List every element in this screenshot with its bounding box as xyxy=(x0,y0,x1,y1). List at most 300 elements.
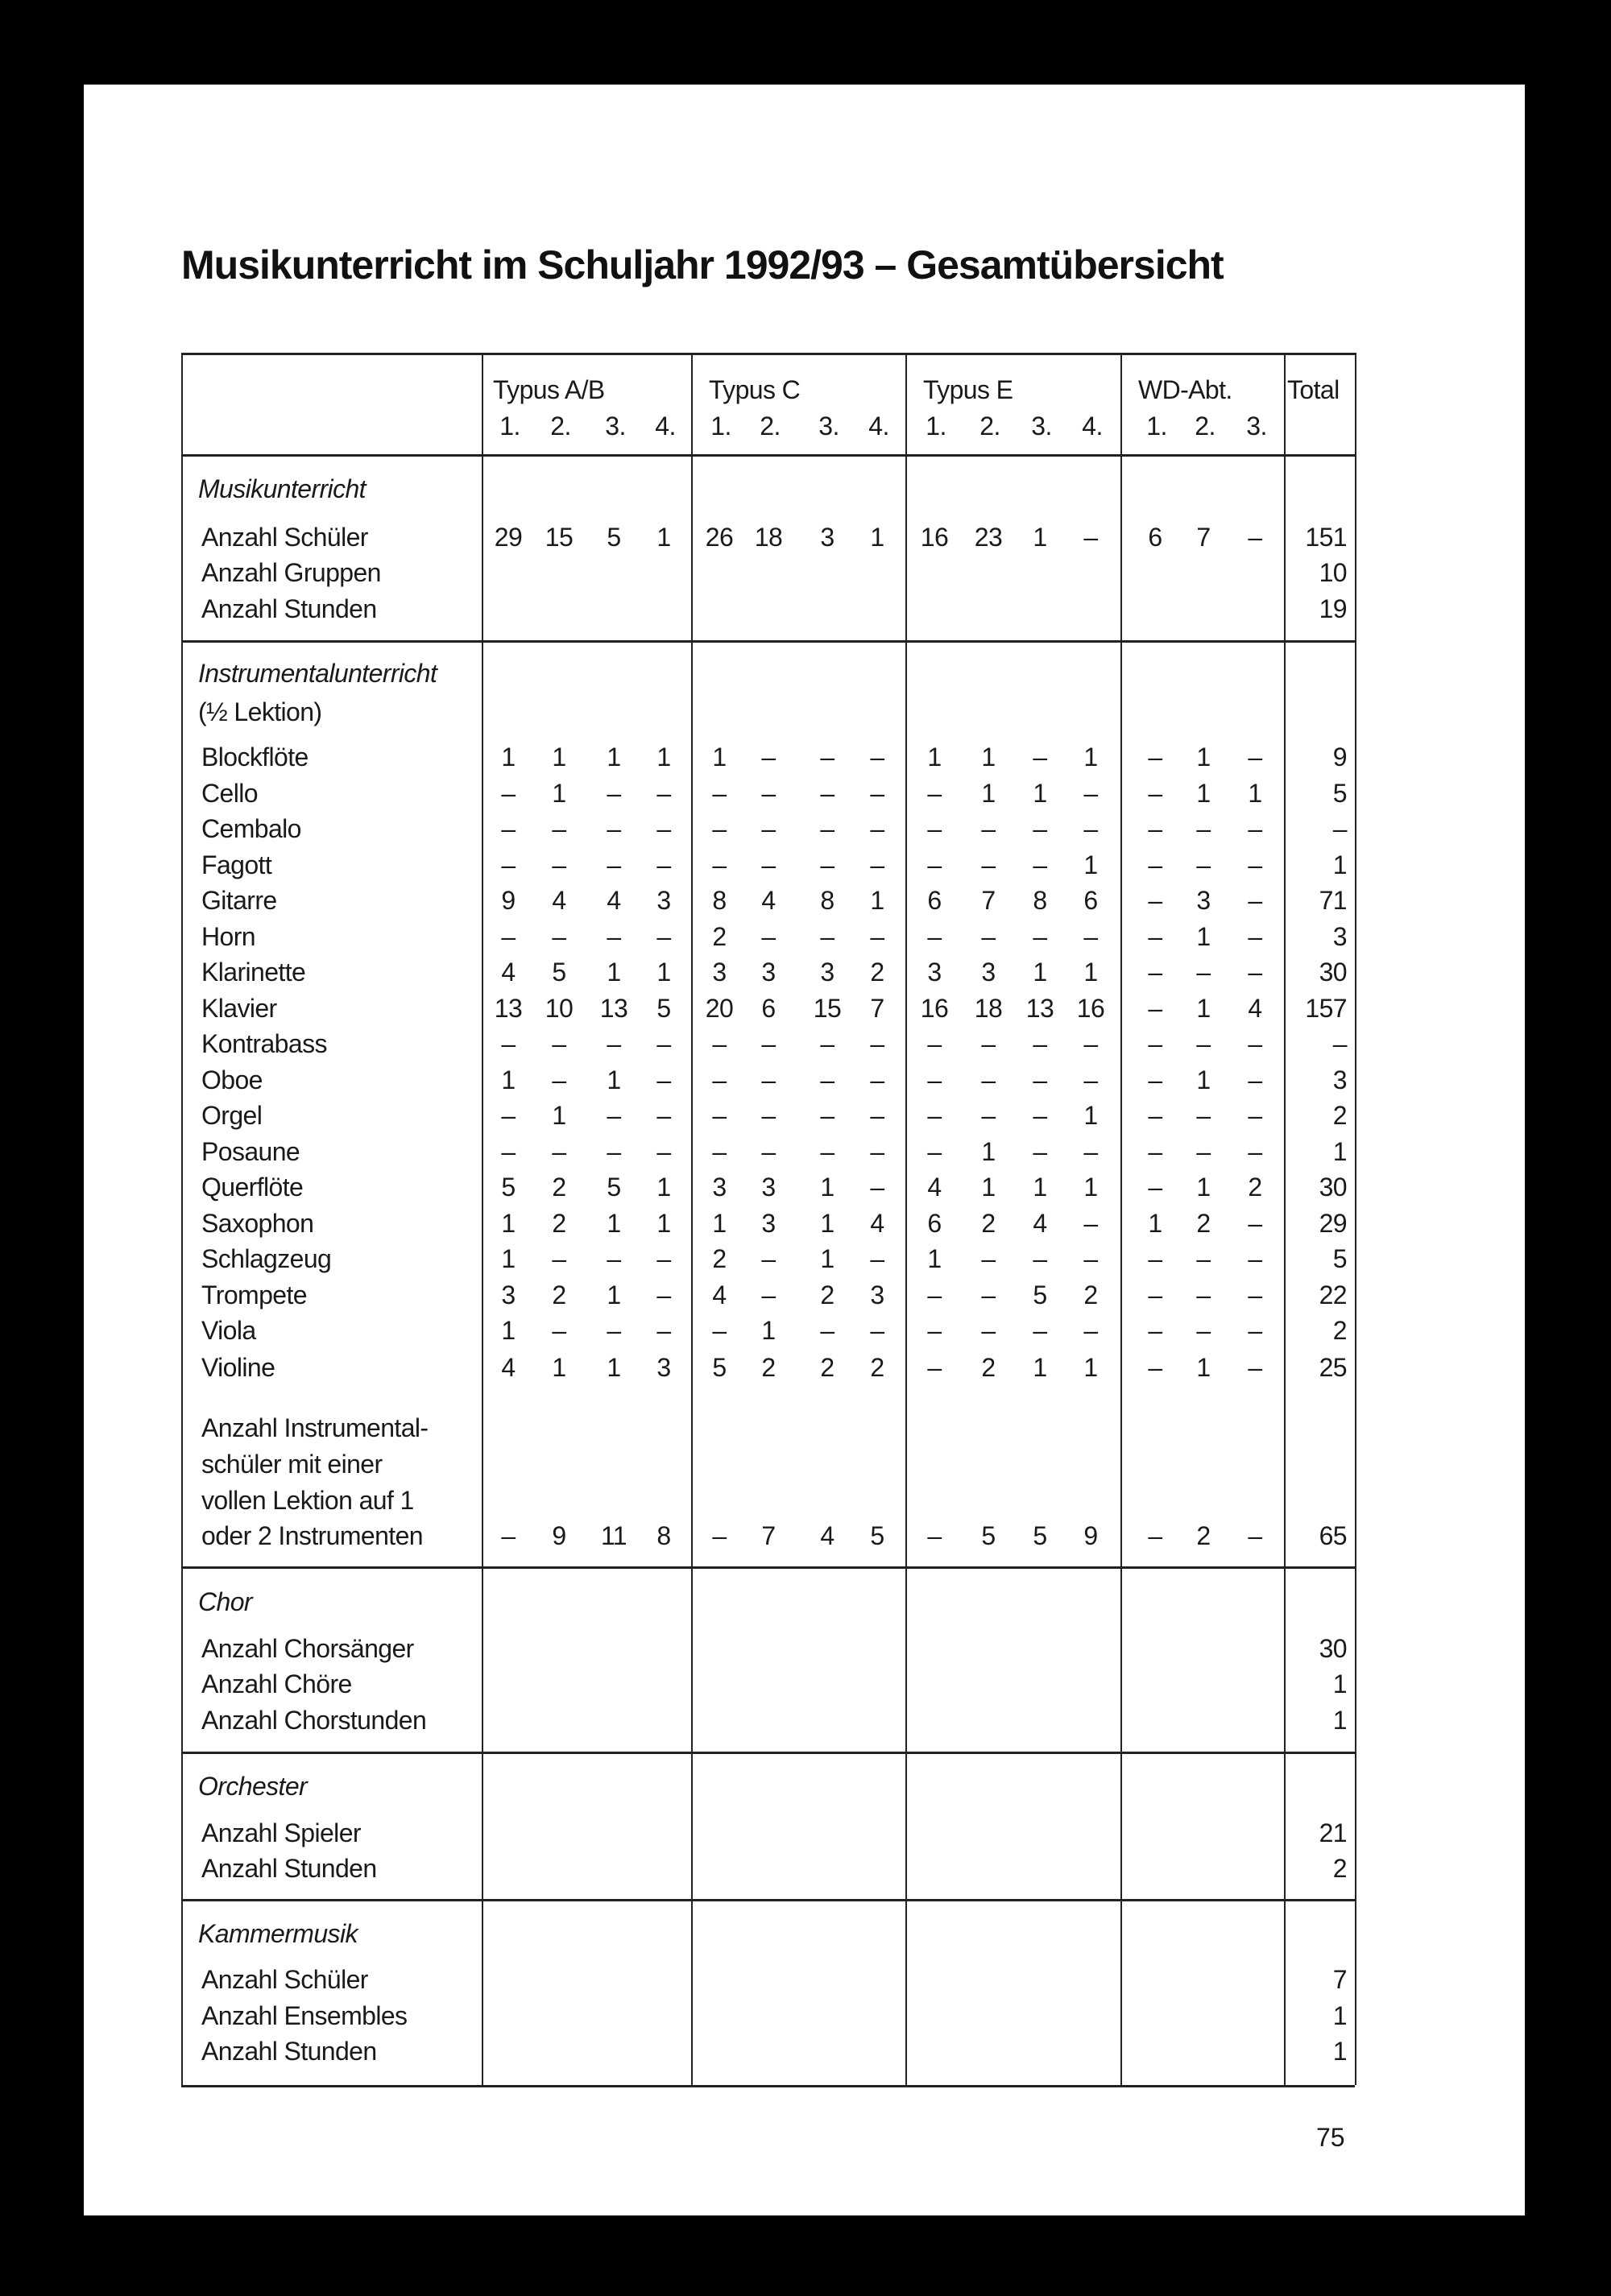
cell-value: 1 xyxy=(656,1173,671,1202)
cell-value: – xyxy=(927,1280,942,1309)
cell-value: 3 xyxy=(870,1280,884,1309)
cell-value: – xyxy=(820,1137,834,1166)
horizontal-rule xyxy=(181,454,1355,457)
row-label: Anzahl Gruppen xyxy=(201,558,381,587)
cell-value: 1 xyxy=(501,1244,516,1273)
cell-value: 3 xyxy=(820,958,834,987)
horizontal-rule xyxy=(181,1899,1355,1901)
cell-value: – xyxy=(927,1029,942,1058)
cell-value: 4 xyxy=(1033,1209,1047,1238)
cell-value: – xyxy=(1248,1244,1262,1273)
cell-value: 8 xyxy=(820,886,834,915)
cell-value: – xyxy=(981,922,996,951)
cell-value: – xyxy=(712,1137,727,1166)
cell-value: – xyxy=(552,850,566,879)
cell-value: – xyxy=(870,779,884,808)
cell-value: – xyxy=(1083,922,1098,951)
cell-value: – xyxy=(927,779,942,808)
cell-value: – xyxy=(761,1101,776,1130)
cell-value: 1 xyxy=(1196,994,1211,1023)
cell-value: – xyxy=(1083,1029,1098,1058)
subcolumn-header: 2. xyxy=(979,412,1000,441)
cell-value: – xyxy=(820,743,834,772)
cell-value: 8 xyxy=(656,1521,671,1550)
cell-value: – xyxy=(712,1521,727,1550)
cell-value: 1 xyxy=(501,1209,516,1238)
row-label: Posaune xyxy=(201,1137,300,1166)
cell-value: – xyxy=(712,1065,727,1094)
cell-value: 1 xyxy=(927,743,942,772)
cell-value: – xyxy=(1148,1101,1162,1130)
cell-value: – xyxy=(552,1137,566,1166)
cell-value: 1 xyxy=(820,1173,834,1202)
cell-value: 5 xyxy=(607,523,621,552)
cell-value: 5 xyxy=(656,994,671,1023)
cell-value: – xyxy=(607,1029,621,1058)
cell-value: – xyxy=(820,1316,834,1345)
cell-value: – xyxy=(1083,779,1098,808)
cell-value: 15 xyxy=(545,523,574,552)
cell-value: – xyxy=(1148,743,1162,772)
cell-value: – xyxy=(607,1137,621,1166)
cell-value: – xyxy=(552,1065,566,1094)
row-label: Anzahl Spieler xyxy=(201,1818,361,1847)
cell-value: 3 xyxy=(656,1353,671,1382)
cell-value: 2 xyxy=(981,1353,996,1382)
cell-value: – xyxy=(501,922,516,951)
cell-value: 2 xyxy=(1083,1280,1098,1309)
row-total: 29 xyxy=(1319,1209,1347,1238)
row-label: Klavier xyxy=(201,994,277,1023)
cell-value: 1 xyxy=(656,743,671,772)
cell-value: – xyxy=(981,1316,996,1345)
row-total: 21 xyxy=(1319,1818,1347,1847)
horizontal-rule xyxy=(181,640,1355,643)
cell-value: – xyxy=(820,1029,834,1058)
cell-value: – xyxy=(1248,1029,1262,1058)
cell-value: – xyxy=(1033,743,1047,772)
cell-value: – xyxy=(1248,1209,1262,1238)
cell-value: 1 xyxy=(981,779,996,808)
cell-value: – xyxy=(1148,994,1162,1023)
cell-value: 1 xyxy=(656,1209,671,1238)
page-title: Musikunterricht im Schuljahr 1992/93 – Gesamtübersicht xyxy=(181,242,1224,288)
cell-value: – xyxy=(1148,1244,1162,1273)
cell-value: – xyxy=(656,1101,671,1130)
cell-value: 4 xyxy=(1248,994,1262,1023)
cell-value: 5 xyxy=(1033,1280,1047,1309)
row-total: 9 xyxy=(1332,743,1347,772)
cell-value: 1 xyxy=(1083,743,1098,772)
cell-value: – xyxy=(1196,958,1211,987)
cell-value: – xyxy=(656,1137,671,1166)
cell-value: 4 xyxy=(607,886,621,915)
horizontal-rule xyxy=(181,1752,1355,1754)
subcolumn-header: 2. xyxy=(1195,412,1215,441)
cell-value: 1 xyxy=(1196,922,1211,951)
subcolumn-header: 2. xyxy=(760,412,781,441)
cell-value: – xyxy=(1148,779,1162,808)
row-total: 5 xyxy=(1332,779,1347,808)
subcolumn-header: 1. xyxy=(710,412,731,441)
cell-value: 2 xyxy=(1196,1209,1211,1238)
row-label: Fagott xyxy=(201,850,272,879)
cell-value: 6 xyxy=(927,886,942,915)
cell-value: 2 xyxy=(1248,1173,1262,1202)
cell-value: – xyxy=(607,850,621,879)
cell-value: – xyxy=(1148,922,1162,951)
vertical-rule xyxy=(1355,353,1356,2085)
row-label: Viola xyxy=(201,1316,256,1345)
horizontal-rule xyxy=(181,1566,1355,1569)
cell-value: – xyxy=(1033,1137,1047,1166)
cell-value: – xyxy=(1148,1137,1162,1166)
cell-value: – xyxy=(1148,886,1162,915)
cell-value: – xyxy=(712,1316,727,1345)
cell-value: 1 xyxy=(927,1244,942,1273)
cell-value: 2 xyxy=(981,1209,996,1238)
cell-value: 29 xyxy=(494,523,523,552)
cell-value: – xyxy=(870,1137,884,1166)
cell-value: 1 xyxy=(552,1101,566,1130)
row-total: 30 xyxy=(1319,1173,1347,1202)
row-label: Anzahl Stunden xyxy=(201,1854,377,1883)
cell-value: 1 xyxy=(1083,958,1098,987)
row-total: – xyxy=(1332,1029,1347,1058)
cell-value: – xyxy=(870,1029,884,1058)
cell-value: 3 xyxy=(761,1209,776,1238)
cell-value: – xyxy=(501,1029,516,1058)
total-header: Total xyxy=(1287,375,1340,404)
cell-value: 3 xyxy=(712,958,727,987)
cell-value: 2 xyxy=(712,922,727,951)
cell-value: – xyxy=(1196,850,1211,879)
cell-value: 1 xyxy=(820,1244,834,1273)
cell-value: – xyxy=(656,1280,671,1309)
cell-value: – xyxy=(1248,1065,1262,1094)
cell-value: 16 xyxy=(920,523,949,552)
cell-value: – xyxy=(981,1244,996,1273)
cell-value: 1 xyxy=(656,523,671,552)
cell-value: – xyxy=(712,1029,727,1058)
cell-value: – xyxy=(870,814,884,843)
cell-value: – xyxy=(1083,814,1098,843)
cell-value: – xyxy=(552,1316,566,1345)
cell-value: – xyxy=(607,1244,621,1273)
cell-value: – xyxy=(656,1316,671,1345)
cell-value: 1 xyxy=(607,1280,621,1309)
cell-value: – xyxy=(1148,814,1162,843)
cell-value: – xyxy=(927,922,942,951)
cell-value: – xyxy=(761,1244,776,1273)
cell-value: – xyxy=(1033,1316,1047,1345)
row-total: 151 xyxy=(1305,523,1347,552)
cell-value: – xyxy=(1033,1065,1047,1094)
cell-value: 1 xyxy=(981,1173,996,1202)
row-total: 2 xyxy=(1332,1101,1347,1130)
cell-value: 1 xyxy=(1033,779,1047,808)
row-label: Cembalo xyxy=(201,814,301,843)
cell-value: 11 xyxy=(600,1521,627,1550)
vertical-rule xyxy=(181,353,183,2085)
cell-value: 1 xyxy=(552,779,566,808)
cell-value: – xyxy=(1083,1065,1098,1094)
cell-value: – xyxy=(927,850,942,879)
row-total: 2 xyxy=(1332,1316,1347,1345)
cell-value: 7 xyxy=(1196,523,1211,552)
cell-value: – xyxy=(870,922,884,951)
cell-value: 3 xyxy=(981,958,996,987)
cell-value: – xyxy=(761,779,776,808)
section-title: Chor xyxy=(198,1587,252,1616)
cell-value: – xyxy=(820,1065,834,1094)
cell-value: 5 xyxy=(607,1173,621,1202)
row-total: 3 xyxy=(1332,1065,1347,1094)
cell-value: – xyxy=(501,850,516,879)
cell-value: – xyxy=(607,922,621,951)
cell-value: 3 xyxy=(712,1173,727,1202)
cell-value: – xyxy=(761,850,776,879)
row-total: 65 xyxy=(1319,1521,1347,1550)
cell-value: – xyxy=(820,1101,834,1130)
cell-value: 16 xyxy=(1076,994,1105,1023)
cell-value: 18 xyxy=(974,994,1003,1023)
cell-value: 2 xyxy=(870,958,884,987)
cell-value: – xyxy=(761,1065,776,1094)
cell-value: – xyxy=(820,922,834,951)
cell-value: 1 xyxy=(1196,1353,1211,1382)
cell-value: 1 xyxy=(870,523,884,552)
cell-value: 1 xyxy=(607,1353,621,1382)
cell-value: 1 xyxy=(1033,523,1047,552)
cell-value: – xyxy=(1196,814,1211,843)
cell-value: – xyxy=(712,779,727,808)
cell-value: – xyxy=(870,1244,884,1273)
cell-value: 9 xyxy=(501,886,516,915)
cell-value: 1 xyxy=(607,743,621,772)
cell-value: 1 xyxy=(501,743,516,772)
cell-value: 1 xyxy=(761,1316,776,1345)
horizontal-rule xyxy=(181,2085,1355,2087)
row-label: Querflöte xyxy=(201,1173,304,1202)
cell-value: 6 xyxy=(761,994,776,1023)
cell-value: – xyxy=(1148,1173,1162,1202)
cell-value: 3 xyxy=(1196,886,1211,915)
cell-value: – xyxy=(501,1101,516,1130)
cell-value: – xyxy=(1148,1065,1162,1094)
cell-value: – xyxy=(927,1101,942,1130)
cell-value: – xyxy=(1033,1244,1047,1273)
cell-value: 1 xyxy=(552,743,566,772)
row-total: 7 xyxy=(1332,1965,1347,1994)
row-label: Anzahl Schüler xyxy=(201,1965,368,1994)
cell-value: 6 xyxy=(1148,523,1162,552)
cell-value: – xyxy=(761,1280,776,1309)
cell-value: 2 xyxy=(870,1353,884,1382)
cell-value: – xyxy=(607,779,621,808)
cell-value: 8 xyxy=(712,886,727,915)
cell-value: – xyxy=(761,1137,776,1166)
row-label: Violine xyxy=(201,1353,275,1382)
row-total: – xyxy=(1332,814,1347,843)
row-total: 25 xyxy=(1319,1353,1347,1382)
cell-value: 1 xyxy=(712,743,727,772)
section-title: Musikunterricht xyxy=(198,474,366,503)
row-total: 157 xyxy=(1305,994,1347,1023)
row-label: Blockflöte xyxy=(201,743,309,772)
row-label: Orgel xyxy=(201,1101,263,1130)
row-label: Klarinette xyxy=(201,958,306,987)
cell-value: – xyxy=(927,1065,942,1094)
cell-value: 1 xyxy=(1083,1173,1098,1202)
cell-value: – xyxy=(981,1101,996,1130)
row-total: 2 xyxy=(1332,1854,1347,1883)
cell-value: 3 xyxy=(820,523,834,552)
row-label: Anzahl Stunden xyxy=(201,594,377,623)
row-label: Anzahl Schüler xyxy=(201,523,368,552)
row-total: 1 xyxy=(1332,1706,1347,1735)
row-label: Schlagzeug xyxy=(201,1244,332,1273)
cell-value: – xyxy=(870,1316,884,1345)
cell-value: 1 xyxy=(1196,743,1211,772)
cell-value: 2 xyxy=(820,1280,834,1309)
row-total: 1 xyxy=(1332,1669,1347,1698)
cell-value: – xyxy=(1148,1521,1162,1550)
row-total: 30 xyxy=(1319,1634,1347,1663)
cell-value: – xyxy=(656,779,671,808)
row-label: Trompete xyxy=(201,1280,307,1309)
cell-value: – xyxy=(927,1316,942,1345)
cell-value: – xyxy=(712,814,727,843)
cell-value: 1 xyxy=(981,743,996,772)
cell-value: – xyxy=(501,1521,516,1550)
cell-value: – xyxy=(552,1244,566,1273)
row-label: Anzahl Chöre xyxy=(201,1669,352,1698)
cell-value: – xyxy=(761,743,776,772)
vertical-rule xyxy=(1284,353,1286,2085)
column-group-header: Typus E xyxy=(923,375,1013,404)
cell-value: – xyxy=(1148,1316,1162,1345)
cell-value: – xyxy=(1083,1137,1098,1166)
summary-label: vollen Lektion auf 1 xyxy=(201,1486,414,1515)
vertical-rule xyxy=(482,353,483,2085)
subcolumn-header: 4. xyxy=(655,412,676,441)
cell-value: – xyxy=(1196,1316,1211,1345)
cell-value: 13 xyxy=(599,994,628,1023)
cell-value: 1 xyxy=(1148,1209,1162,1238)
section-title: Kammermusik xyxy=(198,1919,358,1948)
cell-value: – xyxy=(870,1101,884,1130)
cell-value: 26 xyxy=(705,523,734,552)
cell-value: 1 xyxy=(607,958,621,987)
cell-value: – xyxy=(656,1029,671,1058)
cell-value: 7 xyxy=(981,886,996,915)
cell-value: 6 xyxy=(927,1209,942,1238)
subcolumn-header: 3. xyxy=(818,412,839,441)
row-total: 1 xyxy=(1332,850,1347,879)
row-label: Anzahl Stunden xyxy=(201,2037,377,2066)
cell-value: 1 xyxy=(1083,1101,1098,1130)
cell-value: 1 xyxy=(1196,1173,1211,1202)
cell-value: – xyxy=(607,1316,621,1345)
row-total: 22 xyxy=(1319,1280,1347,1309)
cell-value: 1 xyxy=(1196,779,1211,808)
subcolumn-header: 3. xyxy=(605,412,626,441)
row-total: 19 xyxy=(1319,594,1347,623)
row-label: Kontrabass xyxy=(201,1029,327,1058)
cell-value: – xyxy=(607,814,621,843)
cell-value: 5 xyxy=(712,1353,727,1382)
cell-value: – xyxy=(927,1521,942,1550)
cell-value: 3 xyxy=(501,1280,516,1309)
cell-value: 3 xyxy=(761,958,776,987)
cell-value: – xyxy=(656,922,671,951)
cell-value: – xyxy=(870,1173,884,1202)
cell-value: – xyxy=(656,1244,671,1273)
column-group-header: WD-Abt. xyxy=(1138,375,1232,404)
cell-value: 1 xyxy=(1083,1353,1098,1382)
vertical-rule xyxy=(1120,353,1122,2085)
cell-value: – xyxy=(1248,1280,1262,1309)
row-total: 30 xyxy=(1319,958,1347,987)
cell-value: – xyxy=(1083,523,1098,552)
subcolumn-header: 3. xyxy=(1031,412,1052,441)
cell-value: – xyxy=(607,1101,621,1130)
cell-value: – xyxy=(1248,958,1262,987)
cell-value: – xyxy=(761,814,776,843)
cell-value: 3 xyxy=(761,1173,776,1202)
cell-value: – xyxy=(1248,743,1262,772)
section-title: Orchester xyxy=(198,1772,308,1801)
cell-value: – xyxy=(656,814,671,843)
cell-value: – xyxy=(1148,1029,1162,1058)
cell-value: – xyxy=(1248,1101,1262,1130)
cell-value: 8 xyxy=(1033,886,1047,915)
subcolumn-header: 1. xyxy=(926,412,946,441)
cell-value: 1 xyxy=(552,1353,566,1382)
cell-value: 4 xyxy=(501,1353,516,1382)
cell-value: 18 xyxy=(754,523,783,552)
row-label: Cello xyxy=(201,779,258,808)
cell-value: 5 xyxy=(1033,1521,1047,1550)
cell-value: 1 xyxy=(656,958,671,987)
row-total: 1 xyxy=(1332,2037,1347,2066)
cell-value: – xyxy=(981,850,996,879)
cell-value: 5 xyxy=(981,1521,996,1550)
cell-value: – xyxy=(1248,523,1262,552)
cell-value: 2 xyxy=(820,1353,834,1382)
cell-value: – xyxy=(552,1029,566,1058)
cell-value: – xyxy=(1033,1101,1047,1130)
cell-value: – xyxy=(712,1101,727,1130)
summary-label: oder 2 Instrumenten xyxy=(201,1521,423,1550)
cell-value: – xyxy=(981,1029,996,1058)
cell-value: – xyxy=(820,850,834,879)
row-total: 1 xyxy=(1332,1137,1347,1166)
cell-value: 2 xyxy=(552,1209,566,1238)
summary-label: Anzahl Instrumental- xyxy=(201,1413,429,1442)
cell-value: – xyxy=(1148,1280,1162,1309)
cell-value: 3 xyxy=(927,958,942,987)
cell-value: 1 xyxy=(607,1065,621,1094)
cell-value: – xyxy=(1248,886,1262,915)
cell-value: – xyxy=(927,814,942,843)
section-subtitle: (½ Lektion) xyxy=(198,697,322,726)
cell-value: – xyxy=(820,779,834,808)
subcolumn-header: 2. xyxy=(550,412,571,441)
cell-value: – xyxy=(1248,1353,1262,1382)
cell-value: – xyxy=(1196,1101,1211,1130)
